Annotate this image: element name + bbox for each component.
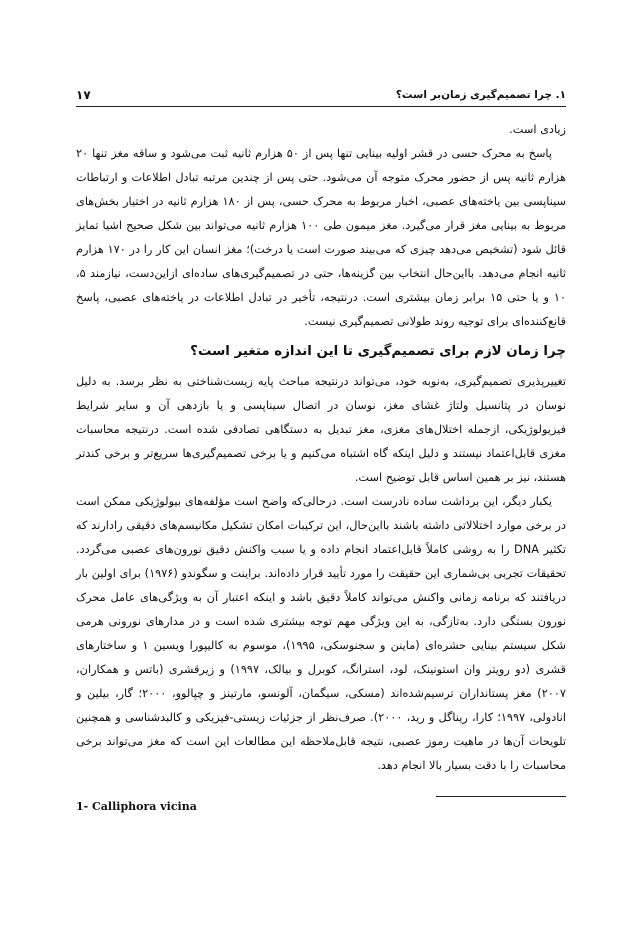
paragraph: تغییرپذیری تصمیم‌گیری، به‌نوبه خود، می‌تواند درنتیجه مباحث پایه زیست‌شناختی به نظر برسد. به دلیل نوسان در پتانسیل ولتاژ غشای مغز، نوسان در اتصال سیناپسی و یا بازدهی آن و سایر شرایط فیزیولوژیکی، ازجمله اختلال‌های مغزی، مغز تبدیل به دستگاهی تصادفی شده است. درنتیجه محاسبات مغزی قابل‌اعتماد نیستند و دلیل اینکه گاه اشتباه می‌کنیم و یا برخی تصمیم‌گیری‌ها سریع‌تر و برخی کندتر هستند، نیز بر همین اساس قابل توضیح است. (76, 375, 566, 484)
footnote: 1- Calliphora vicina (76, 800, 197, 813)
paragraph: یکبار دیگر، این برداشت ساده نادرست است. درحالی‌که واضح است مؤلفه‌های بیولوژیکی ممکن است در برخی موارد اختلالاتی داشته باشند بااین‌حال، این ترکیبات امکان تشکیل مکانیسم‌های دقیقی رادارند که تکثیر DNA را به روشی کاملاً قابل‌اعتماد انجام داده و یا سبب واکنش دقیق نورون‌های عصبی می‌گردد. تحقیقات تجربی بی‌شماری این حقیقت را مورد تأیید قرار داده‌اند. براینت و سگوندو (۱۹۷۶) برای اولین بار دریافتند که برنامه زمانی واکنش می‌تواند کاملاً دقیق باشد و اینکه اعتبار آن به ویژگی‌های عامل محرک نورون بستگی دارد. به‌تازگی، به این ویژگی مهم توجه بیشتری شده است و در مدارهای نورونی هرمی شکل سیستم بینایی حشره‌ای (ماینن و سجنوسکی، ۱۹۹۵)، موسوم به کالیپورا ویسین ۱ و ساختارهای قشری (دو رویتر وان استونینک، لود، استرانگ، کوبرل و بیالک، ۱۹۹۷) و زیرقشری (باتس و همکاران، ۲۰۰۷) مغز پستانداران ترسیم‌شده‌اند (مسکی، سیگمان، آلونسو، مارتینز و چپالوو، ۲۰۰۰؛ گار، بیلین و انادولی، ۱۹۹۷؛ کارا، ریناگل و رید، ۲۰۰۰). صرف‌نظر از جزئیات زیستی-فیزیکی و کالبدشناسی و همچنین تلویحات آن‌ها در ماهیت رموز عصبی، نتیجه قابل‌ملاحظه این مطالعات این است که مغز می‌تواند برخی محاسبات را با دقت بسیار بالا انجام دهد. (76, 495, 567, 772)
running-header (76, 86, 566, 104)
page-number: ۱۷ (76, 88, 91, 102)
footnote-rule (436, 796, 566, 797)
header-rule (76, 106, 566, 107)
body-text-top (76, 118, 566, 778)
chapter-title: ۱. چرا تصمیم‌گیری زمان‌بر است؟ (395, 89, 566, 101)
paragraph: زیادی است. (509, 123, 566, 136)
paragraph: پاسخ به محرک حسی در قشر اولیه بینایی تنها پس از ۵۰ هزارم ثانیه ثبت می‌شود و ساقه مغز تنها ۲۰ هزارم ثانیه پس از حضور محرک متوجه آن می‌شود. حتی پس از چندین مرتبه تبادل اطلاعات و ارتباطات سیناپسی بین یاخته‌های عصبی، اخبار مربوط به محرک حسی، پس از ۱۸۰ هزارم ثانیه در اختیار بخش‌های مربوط به بینایی مغز قرار می‌گیرد. مغز میمون طی ۱۰۰ هزارم ثانیه می‌تواند بین شکل صحیح اشیا تمایز قائل شود (تشخیص می‌دهد چیزی که می‌بیند صورت است یا درخت)؛ مغز انسان این کار را در ۱۷۰ هزارم ثانیه انجام می‌دهد. بااین‌حال انتخاب بین گزینه‌ها، حتی در تصمیم‌گیری‌های ساده‌ای ازاین‌دست، نیازمند ۵، ۱۰ و یا حتی ۱۵ برابر زمان بیشتری است. درنتیجه، تأخیر در تبادل اطلاعات در یاخته‌های عصبی، پاسخ قانع‌کننده‌ای برای توجیه روند طولانی تصمیم‌گیری نیست. (76, 147, 567, 328)
section-heading: چرا زمان لازم برای تصمیم‌گیری تا این اندازه متغیر است؟ (190, 344, 566, 359)
